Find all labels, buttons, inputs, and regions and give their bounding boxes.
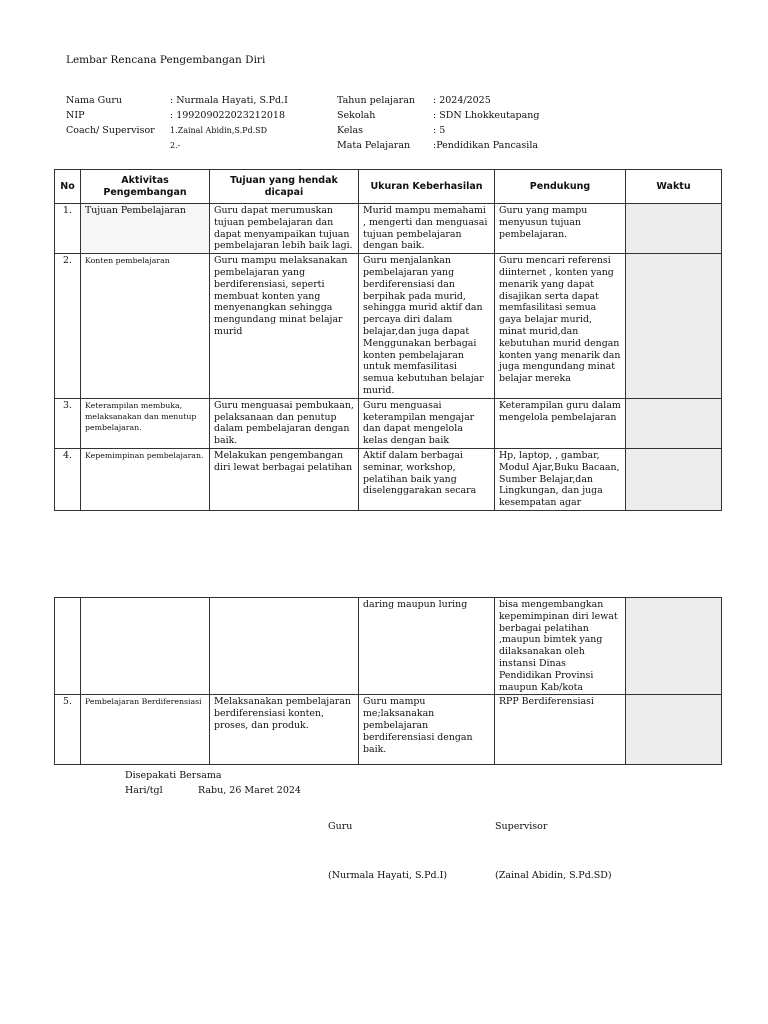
label-mata-pelajaran: Mata Pelajaran	[337, 140, 411, 151]
label-sekolah: Sekolah	[337, 110, 376, 121]
value-coach-2: 2.-	[170, 141, 181, 150]
supervisor-name: (Zainal Abidin, S.Pd.SD)	[495, 870, 612, 881]
cell-aktivitas: Konten pembelajaran	[81, 254, 210, 399]
header-tujuan: Tujuan yang hendak dicapai	[210, 170, 359, 204]
cell-ukuran: daring maupun luring	[359, 598, 495, 695]
guru-signature-label: Guru	[328, 821, 353, 832]
label-nip: NIP	[66, 110, 85, 121]
cell-tujuan	[210, 598, 359, 695]
table-header-row	[55, 170, 722, 204]
cell-ukuran: Aktif dalam berbagai seminar, workshop, pelatihan baik yang diselenggarakan secara	[359, 448, 495, 510]
cell-waktu	[626, 204, 722, 254]
cell-ukuran: Guru menguasai keterampilan mengajar dan dapat mengelola kelas dengan baik	[359, 398, 495, 448]
cell-pendukung: Guru mencari referensi diinternet , konten yang menarik yang dapat disajikan serta dapat memfasilitasi semua gaya belajar murid, minat murid,dan kebutuhan murid dengan konten yang menarik dan juga mengundang minat belajar mereka	[495, 254, 626, 399]
development-plan-table	[54, 169, 722, 511]
cell-tujuan: Guru menguasai pembukaan, pelaksanaan dan penutup dalam pembelajaran dengan baik.	[210, 398, 359, 448]
identity-right-values	[433, 93, 540, 153]
cell-pendukung: bisa mengembangkan kepemimpinan diri lewat berbagai pelatihan ,maupun bimtek yang dilaksanakan oleh instansi Dinas Pendidikan Provinsi maupun Kab/kota	[495, 598, 626, 695]
table-row	[55, 598, 722, 695]
cell-aktivitas: Kepemimpinan pembelajaran.	[81, 448, 210, 510]
value-mata-pelajaran: :Pendidikan Pancasila	[433, 140, 539, 151]
cell-no: 1.	[55, 204, 81, 254]
value-coach-1: 1.Zainal Abidin,S.Pd.SD	[170, 126, 268, 135]
cell-no: 4.	[55, 448, 81, 510]
date-value: Rabu, 26 Maret 2024	[198, 785, 301, 796]
value-sekolah: : SDN Lhokkeutapang	[433, 110, 540, 121]
cell-ukuran: Guru menjalankan pembelajaran yang berdiferensiasi dan berpihak pada murid, sehingga murid aktif dan percaya diri dalam belajar,dan juga dapat Menggunakan berbagai konten pembelajaran untuk memfasilitasi semua kebutuhan belajar murid.	[359, 254, 495, 399]
guru-name: (Nurmala Hayati, S.Pd.I)	[328, 870, 448, 881]
header-waktu: Waktu	[626, 170, 722, 204]
label-tahun-pelajaran: Tahun pelajaran	[337, 95, 415, 106]
date-label: Hari/tgl	[125, 785, 163, 796]
cell-tujuan: Melaksanakan pembelajaran berdiferensiasi konten, proses, dan produk.	[210, 695, 359, 765]
label-nama-guru: Nama Guru	[66, 95, 123, 106]
cell-no	[55, 598, 81, 695]
header-no: No	[55, 170, 81, 204]
cell-no: 3.	[55, 398, 81, 448]
cell-tujuan: Melakukan pengembangan diri lewat berbagai pelatihan	[210, 448, 359, 510]
label-kelas: Kelas	[337, 125, 364, 136]
cell-tujuan: Guru dapat merumuskan tujuan pembelajaran dan dapat menyampaikan tujuan pembelajaran lebih baik lagi.	[210, 204, 359, 254]
cell-aktivitas: Keterampilan membuka, melaksanakan dan menutup pembelajaran.	[81, 398, 210, 448]
agreed-text: Disepakati Bersama	[125, 770, 222, 781]
cell-pendukung: Hp, laptop, , gambar, Modul Ajar,Buku Bacaan, Sumber Belajar,dan Lingkungan, dan juga kesempatan agar	[495, 448, 626, 510]
cell-no: 5.	[55, 695, 81, 765]
label-coach: Coach/ Supervisor	[66, 125, 155, 136]
header-aktivitas: Aktivitas Pengembangan	[81, 170, 210, 204]
value-kelas: : 5	[433, 125, 446, 136]
identity-right-labels	[337, 93, 415, 153]
table-row	[55, 398, 722, 448]
cell-tujuan: Guru mampu melaksanakan pembelajaran yang berdiferensiasi, seperti membuat konten yang menyenangkan sehingga mengundang minat belajar murid	[210, 254, 359, 399]
identity-left-labels	[66, 93, 155, 138]
cell-waktu	[626, 598, 722, 695]
supervisor-signature-label: Supervisor	[495, 821, 548, 832]
cell-no: 2.	[55, 254, 81, 399]
table-row	[55, 448, 722, 510]
cell-ukuran: Murid mampu memahami , mengerti dan menguasai tujuan pembelajaran dengan baik.	[359, 204, 495, 254]
value-tahun-pelajaran: : 2024/2025	[433, 95, 491, 106]
cell-pendukung: RPP Berdiferensiasi	[495, 695, 626, 765]
header-ukuran: Ukuran Keberhasilan	[359, 170, 495, 204]
cell-waktu	[626, 448, 722, 510]
cell-waktu	[626, 695, 722, 765]
cell-waktu	[626, 398, 722, 448]
cell-pendukung: Guru yang mampu menyusun tujuan pembelajaran.	[495, 204, 626, 254]
header-pendukung: Pendukung	[495, 170, 626, 204]
table-row	[55, 204, 722, 254]
table-row	[55, 254, 722, 399]
value-nip: : 199209022023212018	[170, 110, 286, 121]
identity-left-values	[170, 93, 288, 153]
cell-aktivitas	[81, 598, 210, 695]
value-nama-guru: : Nurmala Hayati, S.Pd.I	[170, 95, 288, 106]
cell-ukuran: Guru mampu me;laksanakan pembelajaran berdiferensiasi dengan baik.	[359, 695, 495, 765]
development-plan-table-continued	[54, 597, 722, 765]
cell-pendukung: Keterampilan guru dalam mengelola pembelajaran	[495, 398, 626, 448]
page-title: Lembar Rencana Pengembangan Diri	[66, 54, 266, 66]
cell-aktivitas: Tujuan Pembelajaran	[81, 204, 210, 254]
cell-aktivitas: Pembelajaran Berdiferensiasi	[81, 695, 210, 765]
table-row	[55, 695, 722, 765]
cell-waktu	[626, 254, 722, 399]
